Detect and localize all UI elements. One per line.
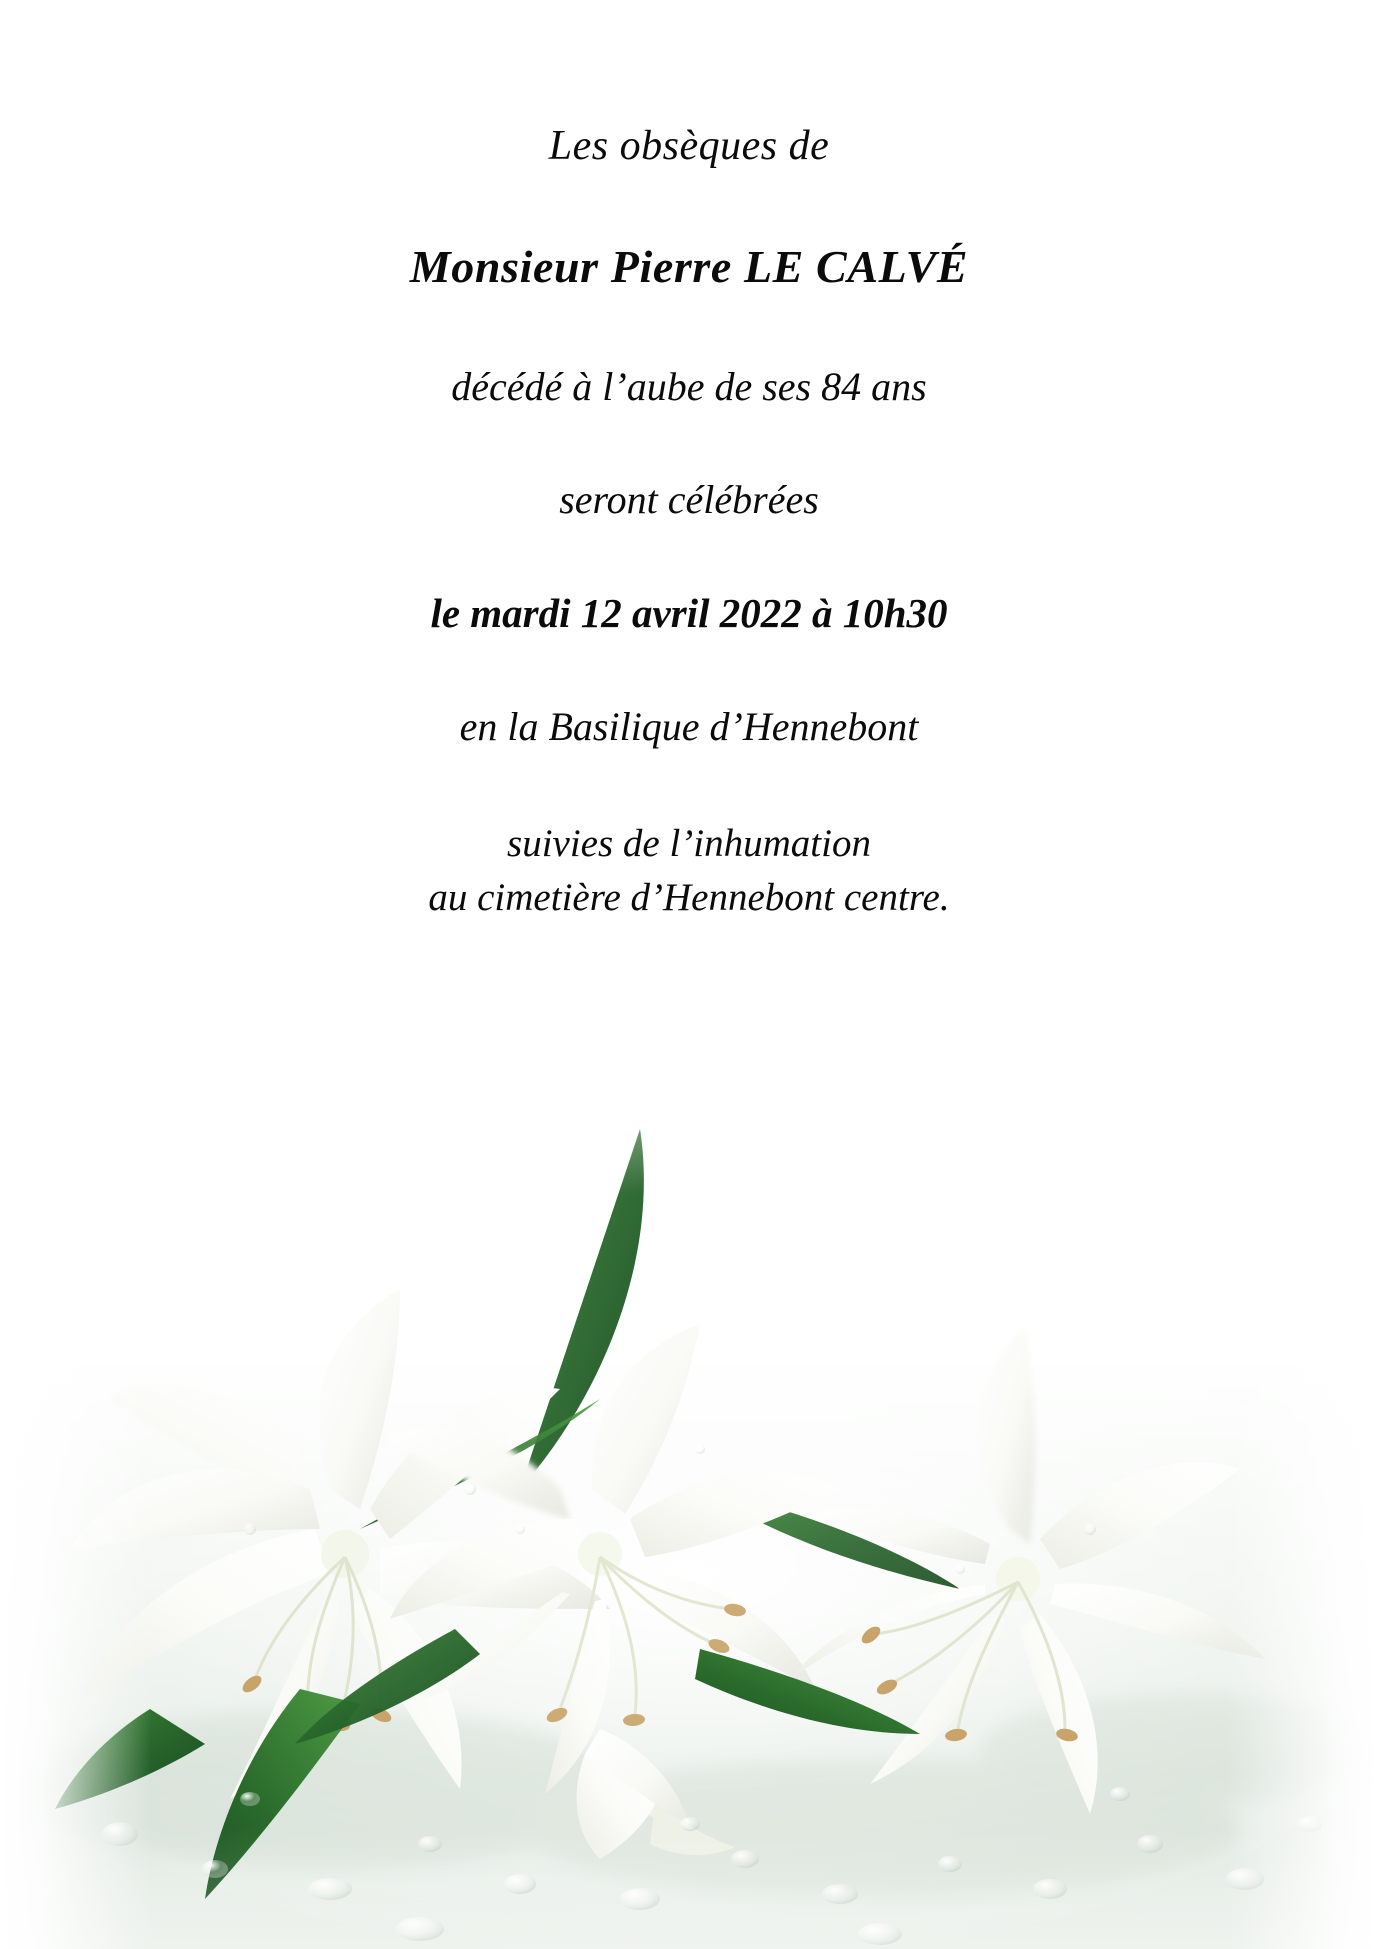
notice-after-line-1: suivies de l’inhumation [507,821,871,865]
notice-place-line: en la Basilique d’Hennebont [459,704,919,750]
lily-photograph [0,929,1378,1949]
lily-photograph-artwork [0,929,1378,1949]
notice-intro-line: Les obsèques de [548,123,830,169]
notice-celebration-line: seront célébrées [559,476,819,522]
deceased-name: Monsieur Pierre LE CALVÉ [409,240,969,292]
notice-age-line: décédé à l’aube de ses 84 ans [451,363,927,409]
notice-datetime-line: le mardi 12 avril 2022 à 10h30 [430,590,948,636]
notice-after-line-2: au cimetière d’Hennebont centre. [428,875,950,919]
funeral-notice-text [0,120,1378,922]
